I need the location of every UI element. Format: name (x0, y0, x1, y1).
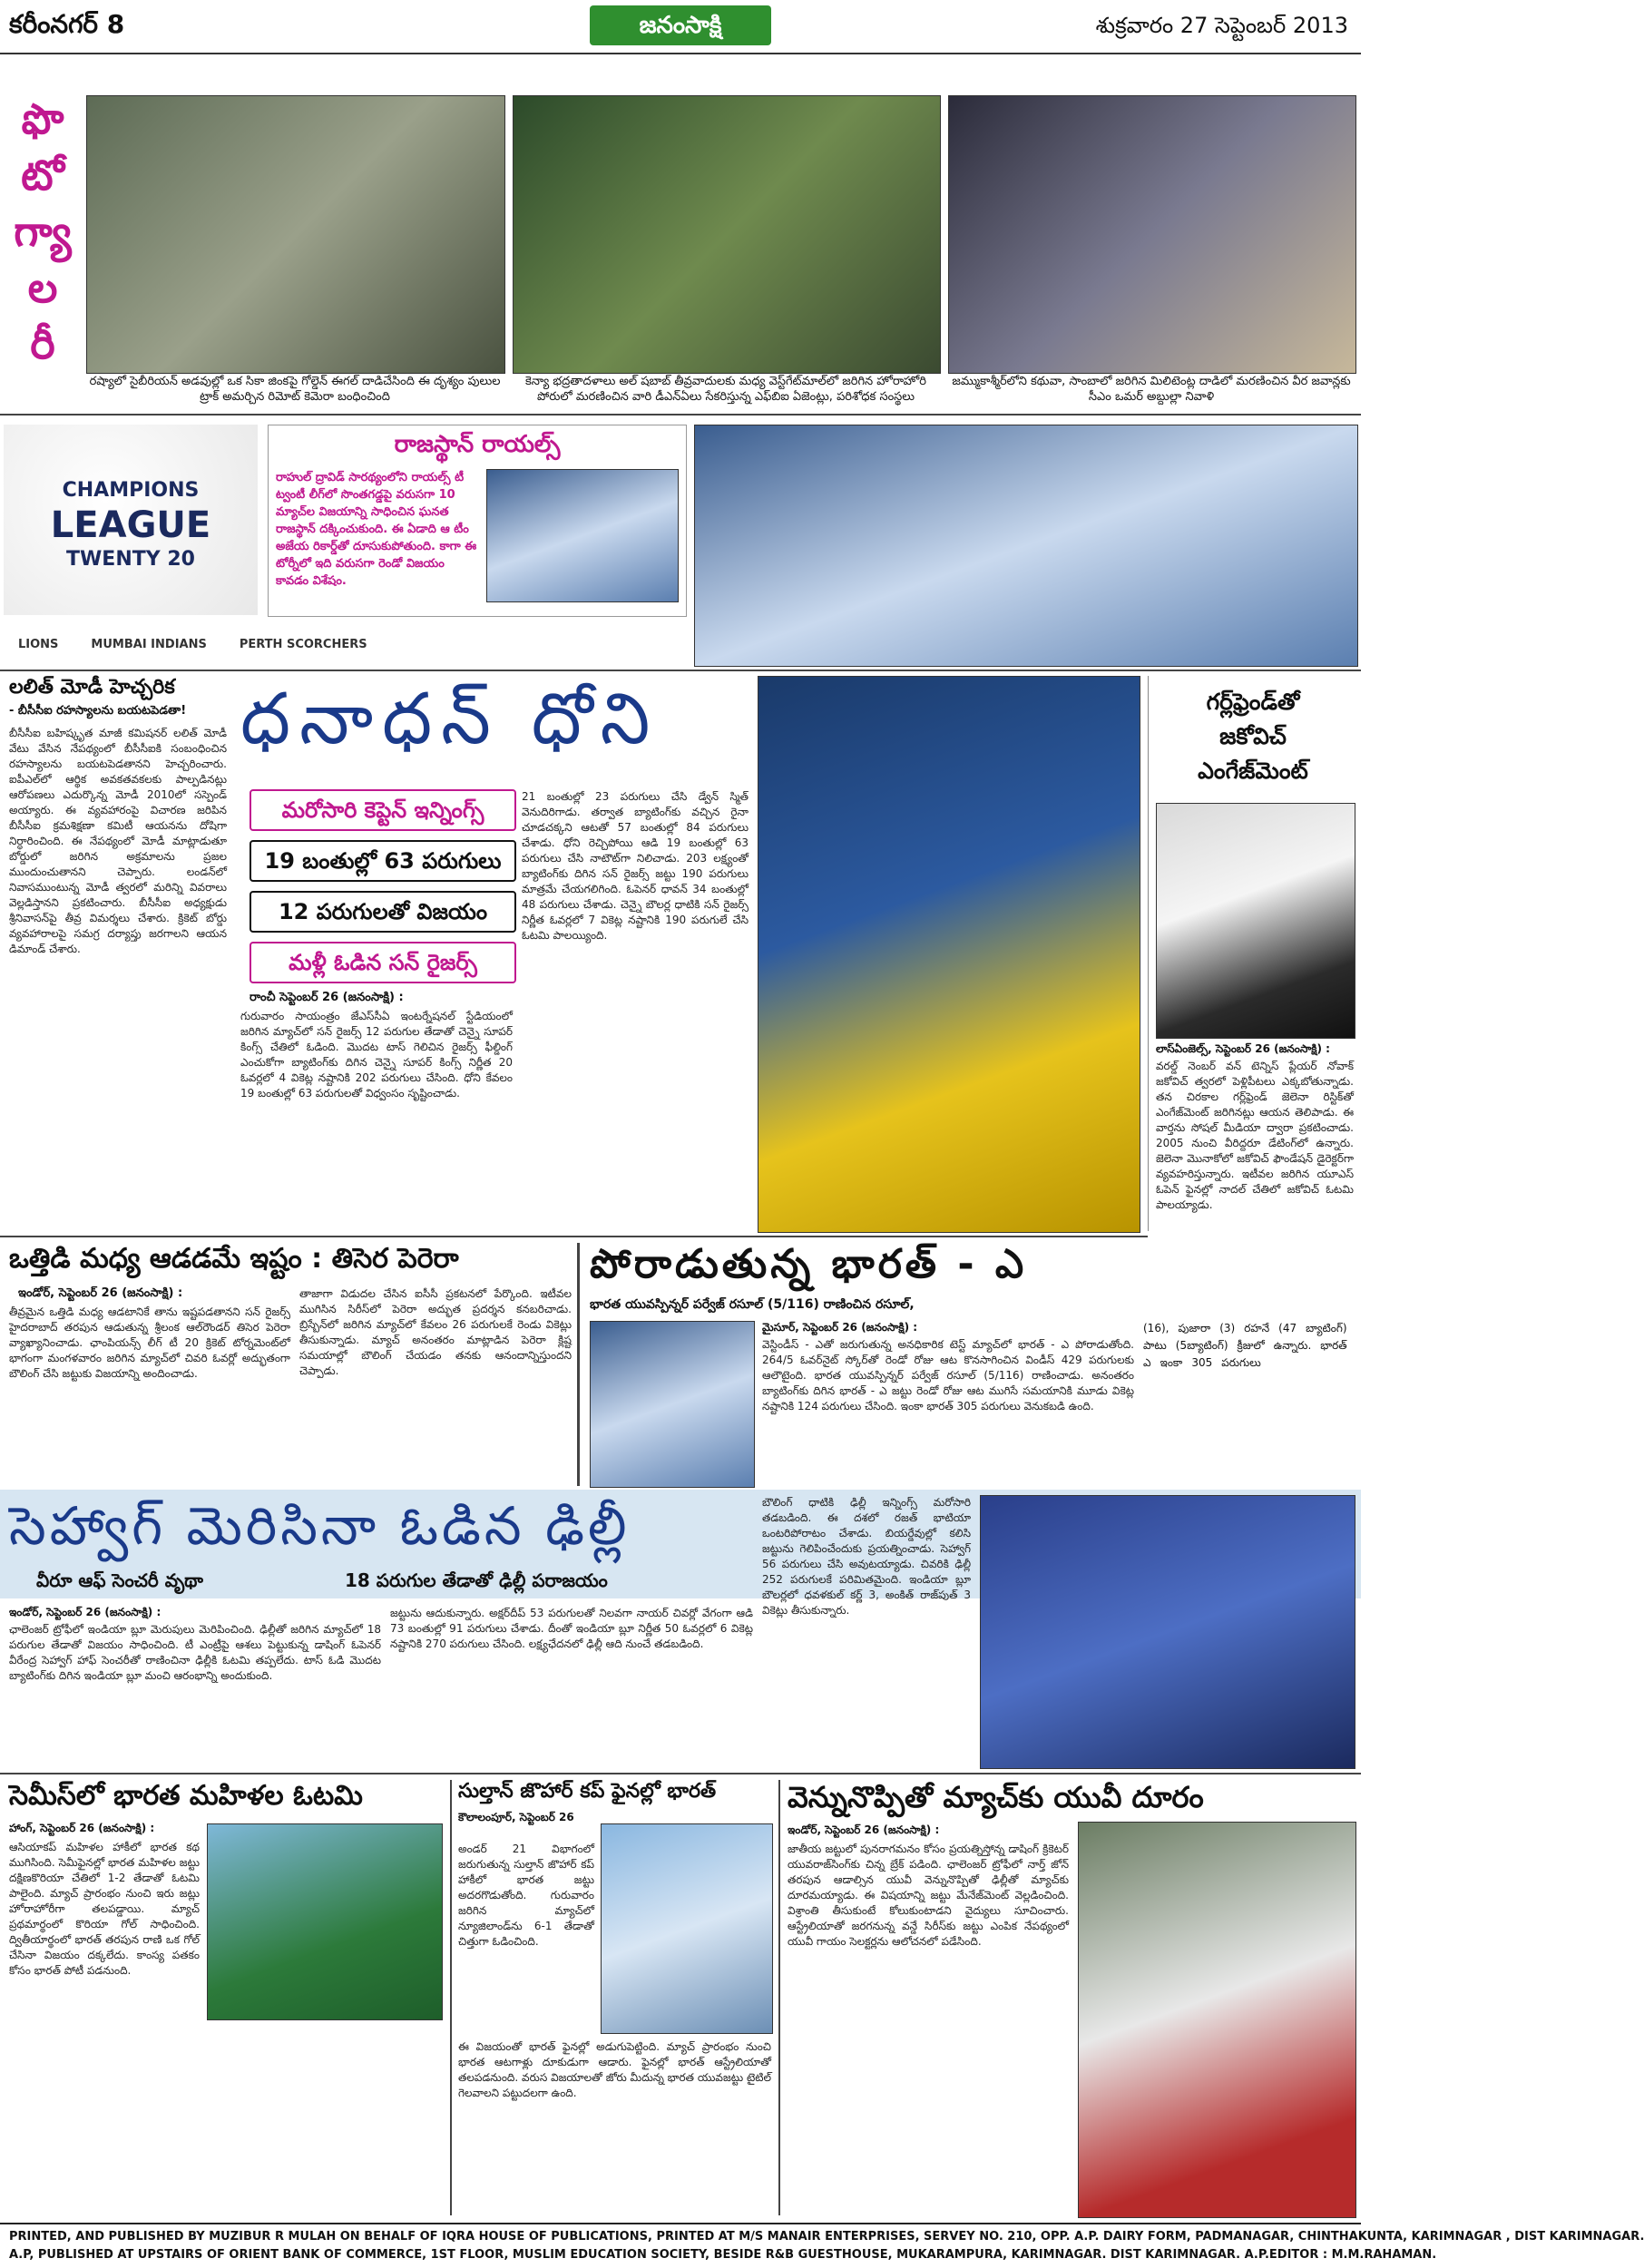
gallery-caption: జమ్ముకాశ్మీర్‌లోని కథువా, సాంబాలో జరిగిన మిలిటెంట్ల దాడిలో మరణించిన వీర జవాన్లకు సీఎం ఒమర్ అబ్దుల్లా నివాళి (952, 375, 1351, 404)
sultan-johor-body-2: ఈ విజయంతో భారత్ ఫైనల్లో అడుగుపెట్టింది. మ్యాచ్ ప్రారంభం నుంచి భారత ఆటగాళ్లు దూకుడుగా ఆడారు. ఫైనల్లో భారత్ ఆస్ట్రేలియాతో తలపడనుంది. వరుస విజయాలతో జోరు మీదున్న భారత యువజట్టు టైటిల్ గెలవాలని పట్టుదలగా ఉంది. (458, 2040, 771, 2099)
cl-players-banner (694, 425, 1358, 667)
masthead (0, 0, 1361, 54)
gallery-caption: కెన్యా భద్రతాదళాలు అల్ షబాబ్ తీవ్రవాదులకు మధ్య వెస్ట్‌గేట్‌మాల్‌లో జరిగిన హోరాహోరి పోరులో మరణించిన వారి డీఎన్ఏలు సేకరిస్తున్న ఎఫ్‌బిఐ ఏజెంట్లు, పరిశోధక సంస్థలు (524, 375, 927, 404)
stat-token: పుజారా (1178, 1322, 1211, 1334)
djokovic-title-line: ఎంగేజ్‌మెంట్ (1198, 758, 1308, 784)
gallery-title-char: గ్యా (14, 207, 72, 256)
dhoni-body-2: 21 బంతుల్లో 23 పరుగులు చేసి డ్వేన్ స్మిత్ వెనుదిరిగాడు. తర్వాత బ్యాటింగ్‌కు వచ్చిన రైనా చూడచక్కని ఆటతో 57 బంతుల్లో 84 పరుగులు చేశాడు. ధోని రెచ్చిపోయి ఆడి 19 బంతుల్లో 63 పరుగులు చేసి నాటౌట్‌గా నిలిచాడు. 203 లక్ష్యంతో బ్యాటింగ్‌కు దిగిన సన్ రైజర్స్ జట్టు 190 పరుగులు మాత్రమే చేయగలిగింది. ఓపెనర్ ధావన్ 34 బంతుల్లో 48 పరుగులు చేశాడు. చెన్నై బౌలర్ల ధాటికి సన్ రైజర్స్ నిర్ణీత ఓవర్లలో 7 వికెట్ల నష్టానికి 190 పరుగులే చేసి ఓటమి పాలయ్యింది. (522, 790, 749, 942)
team-logo-perth: PERTH SCORCHERS (239, 637, 367, 651)
yuvi-photo (1078, 1822, 1356, 2218)
divider (577, 1243, 580, 1486)
perera-body-2: తాజాగా విడుదల చేసిన ఐసీసీ ప్రకటనలో పేర్కొంది. ఇటీవల ముగిసిన సిరీస్‌లో పెరెరా అద్భుత ప్రదర్శన కనబరిచాడు. బ్రిస్బేన్‌లో జరిగిన మ్యాచ్‌లో కేవలం 26 పరుగులకే రెండు వికెట్లు తీసుకున్నాడు. మ్యాచ్ అనంతరం మాట్లాడిన పెరెరా క్లిష్ట సమయాల్లో బౌలింగ్ చేయడం తనకు ఆనందాన్నిస్తుందని చెప్పాడు. (299, 1287, 572, 1377)
sultan-johor-dateline: కౌలాలంపూర్, సెప్టెంబర్ 26 (458, 1811, 574, 1823)
dhoni-photo (758, 676, 1140, 1233)
page-number: కరీంనగర్ 8 (9, 9, 125, 39)
cl-logo-line: LEAGUE (50, 504, 211, 546)
sehwag-body-3: బౌలింగ్ ధాటికి ఢిల్లీ ఇన్నింగ్స్ మరోసారి తడబడింది. ఈ దశలో రజత్ భాటియా ఒంటరిపోరాటం చేశాడు. బియర్డేవుల్లో కలిసి జట్టును గెలిపించేందుకు ప్రయత్నించాడు. సెహ్వాగ్ 56 పరుగులు చేసి అవుటయ్యాడు. చివరికి ఢిల్లీ 252 పరుగులకే పరిమితమైంది. ఇండియా బ్లూ బౌలర్లలో ధవళకుల్ కర్ణ్ 3, అంకిత్ రాజ్‌పుత్ 3 వికెట్లు తీసుకున్నారు. (762, 1496, 971, 1617)
perera-title: ఒత్తిడి మధ్య ఆడడమే ఇష్టం : తిసెర పెరెరా (9, 1243, 459, 1275)
team-logo-mumbai: MUMBAI INDIANS (91, 637, 207, 651)
dravid-photo (486, 469, 679, 602)
dhoni-body-1: గురువారం సాయంత్రం జేఎస్‌సీఏ ఇంటర్నేషనల్ స్టేడియంలో జరిగిన మ్యాచ్‌లో సన్ రైజర్స్ 12 పరుగుల తేడాతో చెన్నై సూపర్ కింగ్స్ చేతిలో ఓడింది. మొదట టాస్ గెలిచిన రైజర్స్ ఫీల్డింగ్ ఎంచుకోగా బ్యాటింగ్‌కు దిగిన చెన్నై సూపర్ కింగ్స్ నిర్ణీత 20 ఓవర్లలో 4 వికెట్ల నష్టానికి 202 పరుగులు చేసింది. ధోని కేవలం 19 బంతుల్లో 63 పరుగులతో విధ్వంసం సృష్టించాడు. (240, 1010, 513, 1100)
stat-token: ఉన్నారు. (1273, 1339, 1312, 1352)
dhoni-pill: 19 బంతుల్లో 63 పరుగులు (250, 840, 516, 882)
stat-token: ఎ (1143, 1356, 1151, 1369)
photo-gallery-title (4, 91, 82, 372)
lalit-body: బీసీసీఐ బహిష్కృత మాజీ కమిషనర్ లలిత్ మోడీ వేటు వేసిన నేపథ్యంలో బీసీసీఐకి సంబంధించిన రహస్యాలను బయటపెడతానని హెచ్చరించారు. ఐపీఎల్‌లో ఆర్థిక అవకతవకలకు పాల్పడినట్లు ఆరోపణలు ఎదుర్కొన్న మోడీ 2010లో సస్పెండ్ అయ్యారు. ఈ వ్యవహారంపై విచారణ జరిపిన బీసీసీఐ క్రమశిక్షణా కమిటీ ఆయనను దోషిగా నిర్ధారించింది. ఈ నేపథ్యంలో మోడీ మాట్లాడుతూ బోర్డులో జరిగిన అక్రమాలను ప్రజల ముందుంచుతానని చెప్పారు. లండన్‌లో నివాసముంటున్న మోడీ త్వరలో మరిన్ని వివరాలు వెల్లడిస్తానని ప్రకటించారు. బీసీసీఐ అధ్యక్షుడు శ్రీనివాసన్‌పై తీవ్ర విమర్శలు చేశారు. క్రికెట్ బోర్డు వ్యవహారాలపై సమగ్ర దర్యాప్తు జరగాలని ఆయన డిమాండ్ చేశారు. (9, 727, 227, 955)
dhoni-headline: ధనాధన్ ధోని (240, 679, 660, 760)
djokovic-title-line: గర్ల్‌ఫ్రెండ్‌తో (1206, 689, 1300, 715)
gallery-title-char: రీ (30, 319, 55, 368)
djokovic-title-line: జకోవిచ్ (1219, 723, 1287, 749)
bharat-a-body: వెస్టిండీస్ - ఎతో జరుగుతున్న అనధికారిక టెస్ట్ మ్యాచ్‌లో భారత్ - ఎ పోరాడుతోంది. 264/5 ఓవర్‌నైట్ స్కోర్‌తో రెండో రోజు ఆట కొనసాగించిన విండీస్ 429 పరుగులకు ఆలౌటైంది. భారత యువస్పిన్నర్ పర్వేజ్ రసూల్ (5/116) రాణించాడు. అనంతరం బ్యాటింగ్‌కు దిగిన భారత్ - ఎ జట్టు రెండో రోజు ఆట ముగిసే సమయానికి మూడు వికెట్ల నష్టానికి 124 పరుగులు చేసింది. ఇంకా భారత్ 305 పరుగులు వెనుకబడి ఉంది. (762, 1338, 1134, 1413)
divider (0, 670, 1361, 671)
team-logo-lions: LIONS (18, 637, 59, 651)
divider (0, 1236, 1148, 1237)
gallery-photo-tribute (948, 95, 1356, 374)
bharat-a-stats (1143, 1321, 1352, 1486)
sultan-johor-photo (601, 1823, 773, 2034)
rasool-photo (590, 1321, 755, 1488)
sehwag-dateline: ఇండోర్, సెప్టెంబర్ 26 (జనంసాక్షి) : (9, 1606, 161, 1618)
perera-dateline: ఇండోర్, సెప్టెంబర్ 26 (జనంసాక్షి) : (18, 1286, 183, 1300)
women-hockey-title: సెమీస్‌లో భారత మహిళల ఓటమి (9, 1780, 363, 1812)
bharat-a-dateline: మైసూర్, సెప్టెంబర్ 26 (జనంసాక్షి) : (762, 1321, 918, 1334)
divider (778, 1780, 780, 2215)
sehwag-body-1: ఛాలెంజర్ ట్రోఫీలో ఇండియా బ్లూ మెరుపులు మెరిపించింది. ఢిల్లీతో జరిగిన మ్యాచ్‌లో 18 పరుగుల తేడాతో విజయం సాధించింది. టీ ఎంట్రీపై ఆశలు పెట్టుకున్న డాషింగ్ ఓపెనర్ వీరేంద్ర సెహ్వాగ్ హాఫ్ సెంచరీతో రాణించినా ఢిల్లీకి ఓటమి తప్పలేదు. టాస్ ఓడి మొదట బ్యాటింగ్‌కు దిగిన ఇండియా బ్లూ మంచి ఆరంభాన్ని అందుకుంది. (9, 1623, 381, 1682)
imprint-line: A.P, PUBLISHED AT UPSTAIRS OF ORIENT BANK OF COMMERCE, 1ST FLOOR, MUSLIM EDUCATION SOCIETY, BESIDE R&B GUESTHOUSE, MUKARAMPURA, KARIMNAGAR. DIST KARIMNAGAR. A.P.EDITOR : M.M.RAHAMAN. (9, 2248, 1437, 2262)
stat-token: (47 (1278, 1322, 1297, 1334)
stat-token: పరుగులు (1221, 1356, 1261, 1369)
sehwag-sub-1: వీరూ ఆఫ్ సెంచరీ వృథా (36, 1569, 203, 1591)
dhoni-pill: 12 పరుగులతో విజయం (250, 891, 516, 933)
champions-league-logo (4, 425, 258, 615)
women-hockey-body: ఆసియాకప్ మహిళల హాకీలో భారత కథ ముగిసింది. సెమీఫైనల్లో భారత మహిళల జట్టు దక్షిణకొరియా చేతిలో 1-2 తేడాతో ఓటమి పాలైంది. మ్యాచ్ ప్రారంభం నుంచి ఇరు జట్లు హోరాహోరీగా తలపడ్డాయి. మ్యాచ్ ప్రథమార్థంలో కొరియా గోల్ సాధించింది. ద్వితీయార్థంలో భారత్ తరపున రాణి ఒక గోల్ చేసినా విజయం దక్కలేదు. కాంస్య పతకం కోసం భారత్ పోటీ పడనుంది. (9, 1841, 200, 1977)
gallery-caption: రష్యాలో సైబీరియన్ అడవుల్లో ఒక సికా జింకపై గోల్డెన్ ఈగల్ దాడిచేసింది ఈ దృశ్యం పులుల ట్రాక్ అమర్చిన రిమోట్ కెమెరా బంధించింది (89, 375, 501, 404)
stat-token: క్రీజులో (1237, 1339, 1265, 1352)
gallery-title-char: ల (27, 263, 58, 312)
women-hockey-photo (207, 1823, 443, 2020)
sehwag-sub-2: 18 పరుగుల తేడాతో ఢిల్లీ పరాజయం (345, 1569, 608, 1591)
women-hockey-dateline: హాంగ్, సెప్టెంబర్ 26 (జనంసాక్షి) : (9, 1822, 155, 1834)
divider (450, 1780, 452, 2215)
team-logos-row (18, 626, 690, 662)
sehwag-body-2: జట్టును ఆదుకున్నారు. అక్షర్‌దీప్ 53 పరుగులతో నిలవగా నాయర్ చివర్లో వేగంగా ఆడి 73 బంతుల్లో 91 పరుగులు చేశాడు. దీంతో ఇండియా బ్లూ నిర్ణీత 50 ఓవర్లలో 6 వికెట్ల నష్టానికి 270 పరుగులు చేసింది. లక్ష్యఛేదనలో ఢిల్లీ ఆది నుంచే తడబడింది. (390, 1607, 753, 1650)
rr-box (268, 425, 687, 617)
dhoni-pill: మళ్లీ ఓడిన సన్ రైజర్స్ (250, 942, 516, 983)
divider (0, 414, 1361, 415)
lalit-title: లలిత్ మోడీ హెచ్చరిక (9, 676, 175, 699)
stat-token: (16), (1143, 1322, 1169, 1334)
stat-token: (3) (1219, 1322, 1236, 1334)
stat-token: పాటు (1143, 1339, 1167, 1352)
yuvi-dateline: ఇండోర్, సెప్టెంబర్ 26 (జనంసాక్షి) : (788, 1823, 940, 1836)
yuvi-title: వెన్నునొప్పితో మ్యాచ్‌కు యువీ దూరం (788, 1780, 1204, 1814)
issue-date: శుక్రవారం 27 సెప్టెంబర్ 2013 (1095, 13, 1348, 38)
bharat-a-subtitle: భారత యువస్పిన్నర్ పర్వేజ్ రసూల్ (5/116) రాణించిన రసూల్, (590, 1297, 915, 1312)
divider (0, 1773, 1361, 1774)
stat-token: భారత్ (1320, 1339, 1347, 1352)
stat-token: ఇంకా (1160, 1356, 1183, 1369)
cl-logo-line: CHAMPIONS (62, 479, 200, 502)
rr-title: రాజస్థాన్ రాయల్స్ (394, 431, 561, 458)
stat-token: రహనే (1244, 1322, 1270, 1334)
gallery-title-char: టో (21, 151, 64, 200)
lalit-subtitle: - బీసీసీఐ రహస్యాలను బయటపెడతా! (9, 704, 187, 718)
djokovic-body: వరల్డ్ నెంబర్ వన్ టెన్నిస్ ప్లేయర్ నోవాక్ జకోవిచ్ త్వరలో పెళ్లిపీటలు ఎక్కబోతున్నాడు. తన చిరకాల గర్ల్‌ఫ్రెండ్ జెలెనా రిస్టిక్‌తో ఎంగేజ్‌మెంట్ జరిగినట్లు ఆయన తెలిపాడు. ఈ వార్తను సోషల్ మీడియా ద్వారా ప్రకటించాడు. 2005 నుంచి వీరిద్దరూ డేటింగ్‌లో ఉన్నారు. జెలెనా మొనాకోలో జకోవిచ్ ఫౌండేషన్ డైరెక్టర్‌గా వ్యవహరిస్తున్నారు. ఇటీవల జరిగిన యూఎస్ ఓపెన్ ఫైనల్లో నాదల్ చేతిలో జకోవిచ్ ఓటమి పాలయ్యాడు. (1156, 1060, 1354, 1211)
sehwag-headline: సెహ్వాగ్ మెరిసినా ఓడిన ఢిల్లీ (9, 1495, 631, 1557)
imprint-footer (0, 2223, 1644, 2268)
stat-token: 305 (1191, 1356, 1213, 1369)
sultan-johor-body-1: అండర్ 21 విభాగంలో జరుగుతున్న సుల్తాన్ జొహార్ కప్ హాకీలో భారత జట్టు అదరగొడుతోంది. గురువారం జరిగిన మ్యాచ్‌లో న్యూజిలాండ్‌ను 6-1 తేడాతో చిత్తుగా ఓడించింది. (458, 1843, 594, 1948)
dhoni-pill: మరోసారి కెప్టెన్ ఇన్నింగ్స్ (250, 789, 516, 831)
djokovic-dateline: లాస్‌ఏంజెల్స్, సెప్టెంబర్ 26 (జనంసాక్షి) : (1156, 1042, 1330, 1055)
stat-token: బ్యాటింగ్) (1306, 1322, 1347, 1334)
sehwag-photo (980, 1495, 1355, 1769)
stat-token: (5బ్యాటింగ్) (1175, 1339, 1228, 1352)
yuvi-body: జాతీయ జట్టులో పునరాగమనం కోసం ప్రయత్నిస్తోన్న డాషింగ్ క్రికెటర్ యువరాజ్‌సింగ్‌కు చిన్న బ్రేక్ పడింది. ఛాలెంజర్ ట్రోఫీలో నార్త్ జోన్ తరపున ఆడాల్సిన యువీ వెన్నునొప్పితో ఢిల్లీతో మ్యాచ్‌కు దూరమయ్యాడు. ఈ విషయాన్ని జట్టు మేనేజ్‌మెంట్ వెల్లడించింది. విశ్రాంతి తీసుకుంటే కోలుకుంటాడని వైద్యులు సూచించారు. ఆస్ట్రేలియాతో జరగనున్న వన్డే సిరీస్‌కు జట్టు ఎంపిక నేపథ్యంలో యువీ గాయం సెలక్టర్లను ఆలోచనలో పడేసింది. (788, 1843, 1069, 1948)
imprint-line: PRINTED, AND PUBLISHED BY MUZIBUR R MULAH ON BEHALF OF IQRA HOUSE OF PUBLICATIONS, PRINTED AT M/S MANAIR ENTERPRISES, SERVEY NO. 210, OPP. A.P. DAIRY FORM, PADMANAGAR, CHINTHAKUNTA, KARIMNAGAR , DIST KARIMNAGAR. (9, 2230, 1644, 2244)
sultan-johor-title: సుల్తాన్ జొహార్ కప్ ఫైనల్లో భారత్ (458, 1780, 717, 1803)
dhoni-dateline: రాంచీ సెప్టెంబర్ 26 (జనంసాక్షి) : (250, 991, 404, 1004)
gallery-photo-kenya-mall (513, 95, 941, 374)
djokovic-column (1148, 676, 1357, 1231)
cl-logo-line: TWENTY 20 (66, 548, 195, 571)
perera-body-1: తీవ్రమైన ఒత్తిడి మధ్య ఆడటానికే తాను ఇష్టపడతానని సన్ రైజర్స్ హైదరాబాద్ తరపున ఆడుతున్న శ్రీలంక ఆల్‌రౌండర్ తిసెర పెరెరా వ్యాఖ్యానించాడు. ఛాంపియన్స్ లీగ్ టీ 20 క్రికెట్ టోర్నమెంట్‌లో భాగంగా మంగళవారం జరిగిన మ్యాచ్‌లో చివరి ఓవర్లో అద్భుతంగా బౌలింగ్ చేసి జట్టుకు విజయాన్ని అందించాడు. (9, 1305, 290, 1380)
newspaper-logo: జనంసాక్షి (590, 5, 771, 45)
gallery-photo-deer-eagle (86, 95, 505, 374)
gallery-title-char: ఫొ (21, 94, 64, 143)
rr-text: రాహుల్ ద్రావిడ్ సారథ్యంలోని రాయల్స్ టీ ట్వంటీ లీగ్‌లో సొంతగడ్డపై వరుసగా 10 మ్యాచ్‌ల విజయాన్ని సాధించిన ఘనత రాజస్థాన్ దక్కించుకుంది. ఈ ఏడాది ఆ టీం అజేయ రికార్డ్‌తో దూసుకుపోతుంది. కాగా ఈ టోర్నీలో ఇది వరుసగా రెండో విజయం కావడం విశేషం. (276, 471, 477, 588)
bharat-a-title: పోరాడుతున్న భారత్ - ఎ (590, 1241, 1028, 1287)
djokovic-photo (1156, 803, 1355, 1039)
